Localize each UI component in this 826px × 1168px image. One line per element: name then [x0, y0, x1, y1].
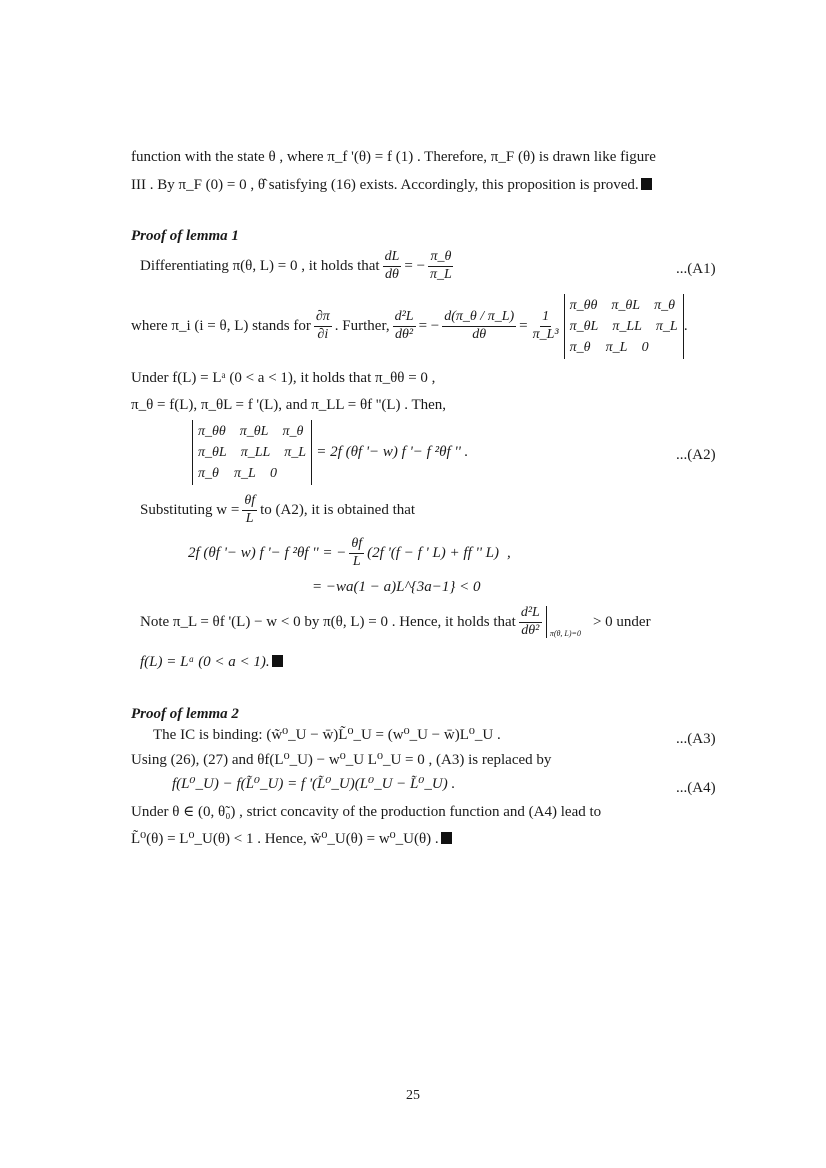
qed-mark — [441, 832, 452, 844]
eq-a2 — [192, 420, 468, 485]
determinant-1: π_θθ π_θL π_θ π_θL π_LL π_L π_θ π_L 0 — [564, 294, 684, 359]
qed-mark — [272, 655, 283, 667]
note-sub: π(θ, L)=0 — [549, 629, 581, 639]
diff-text: Differentiating π(θ, L) = 0 , it holds that — [140, 257, 380, 274]
note-frac: $\frac{\text{d²L}}{\text{dθ²}}$ — [519, 606, 547, 638]
subst-pre: Substituting w = — [140, 501, 240, 518]
big-eq-1 — [188, 537, 511, 569]
under-line: Under f(L) = Lᵃ (0 < a < 1), it holds that π_θθ = 0 , — [131, 370, 436, 386]
d2l-frac: $\frac{\text{d²L}}{\text{dθ²}}$ — [394, 309, 414, 342]
big-frac: $\frac{\theta f}{L}$ — [351, 536, 363, 569]
f4-eq: = — [519, 318, 528, 334]
det1-end: . — [683, 318, 688, 334]
final-line-l1 — [140, 655, 283, 670]
big-rhs: (2f '(f − f ' L) + ff '' L) — [367, 544, 500, 561]
big-eq-2: = −wa(1 − a)L^{3a−1} < 0 — [312, 579, 481, 595]
a1-frac: $\frac{dL}{d\theta}$ — [384, 249, 400, 282]
determinant-2: π_θθ π_θL π_θ π_θL π_LL π_L π_θ π_L 0 — [192, 420, 312, 485]
further-text: . Further, — [334, 318, 390, 334]
page-number: 25 — [406, 1088, 420, 1103]
note-text: Note π_L = θf '(L) − w < 0 by π(θ, L) = 0 . Hence, it holds that — [140, 613, 516, 630]
a1-frac2: $\frac{\pi\_\theta}{\pi\_L}$ — [430, 249, 452, 282]
tag-a2: ...(A2) — [676, 447, 716, 463]
subst-line — [140, 494, 415, 526]
where-line — [131, 294, 688, 359]
w-frac: $\frac{\theta f}{L}$ — [244, 493, 256, 526]
eq-a4: f(L⁰_U) − f(L̃⁰_U) = f '(L̃⁰_U)(L⁰_U − L̃⁰_U) . — [172, 776, 456, 792]
big-lhs: 2f (θf '− w) f '− f ²θf '' = − — [188, 544, 347, 561]
top-line-2 — [131, 178, 652, 193]
tag-a4: ...(A4) — [676, 780, 716, 796]
tag-a1: ...(A1) — [676, 261, 716, 277]
note-post: > 0 under — [592, 613, 651, 630]
subst-post: to (A2), it is obtained that — [260, 501, 416, 518]
ratio-frac: $\frac{d(\pi\_\theta / \pi\_L)}{d\theta}$ — [444, 309, 515, 342]
under-line-l2: Under θ ∈ (0, θ̃₀) , strict concavity of the production function and (A4) lead to — [131, 804, 602, 820]
lemma1-heading: Proof of lemma 1 — [131, 228, 239, 244]
where-text: where π_i (i = θ, L) stands for — [131, 318, 311, 334]
pi-line: π_θ = f(L), π_θL = f '(L), and π_LL = θf ''(L) . Then, — [131, 397, 447, 413]
inv-frac: $\frac{1}{\text{π\_L³}}$ — [532, 309, 559, 342]
top-line-2-text: III . By π_F (0) = 0 , θ̂ satisfying (16) exists. Accordingly, this proposition is proved. — [131, 177, 639, 193]
f2-eq: = − — [418, 318, 440, 334]
ic-line: The IC is binding: (w̃⁰_U − w̄)L̃⁰_U = (w⁰_U − w̄)L⁰_U . — [153, 727, 501, 743]
eq-a1 — [140, 250, 457, 282]
note-line — [140, 606, 651, 638]
top-line-1: function with the state θ , where π_f '(θ) = f (1) . Therefore, π_F (θ) is drawn like figure — [131, 149, 656, 165]
final-text: f(L) = Lᵃ (0 < a < 1). — [140, 654, 270, 670]
lemma2-heading: Proof of lemma 2 — [131, 706, 239, 722]
partial-frac: $\frac{\partial\pi}{\partial i}$ — [315, 309, 330, 342]
last-text: L̃⁰(θ) = L⁰_U(θ) < 1 . Hence, w̃⁰_U(θ) = w⁰_U(θ) . — [131, 831, 439, 847]
qed-mark — [641, 178, 652, 190]
a1-eq: = − — [404, 257, 426, 274]
last-line — [131, 832, 452, 847]
a2-rhs: = 2f (θf '− w) f '− f ²θf '' . — [316, 444, 469, 460]
big-comma: , — [507, 544, 511, 561]
using-line: Using (26), (27) and θf(L⁰_U) − w⁰_U L⁰_U = 0 , (A3) is replaced by — [131, 752, 552, 768]
tag-a3: ...(A3) — [676, 731, 716, 747]
